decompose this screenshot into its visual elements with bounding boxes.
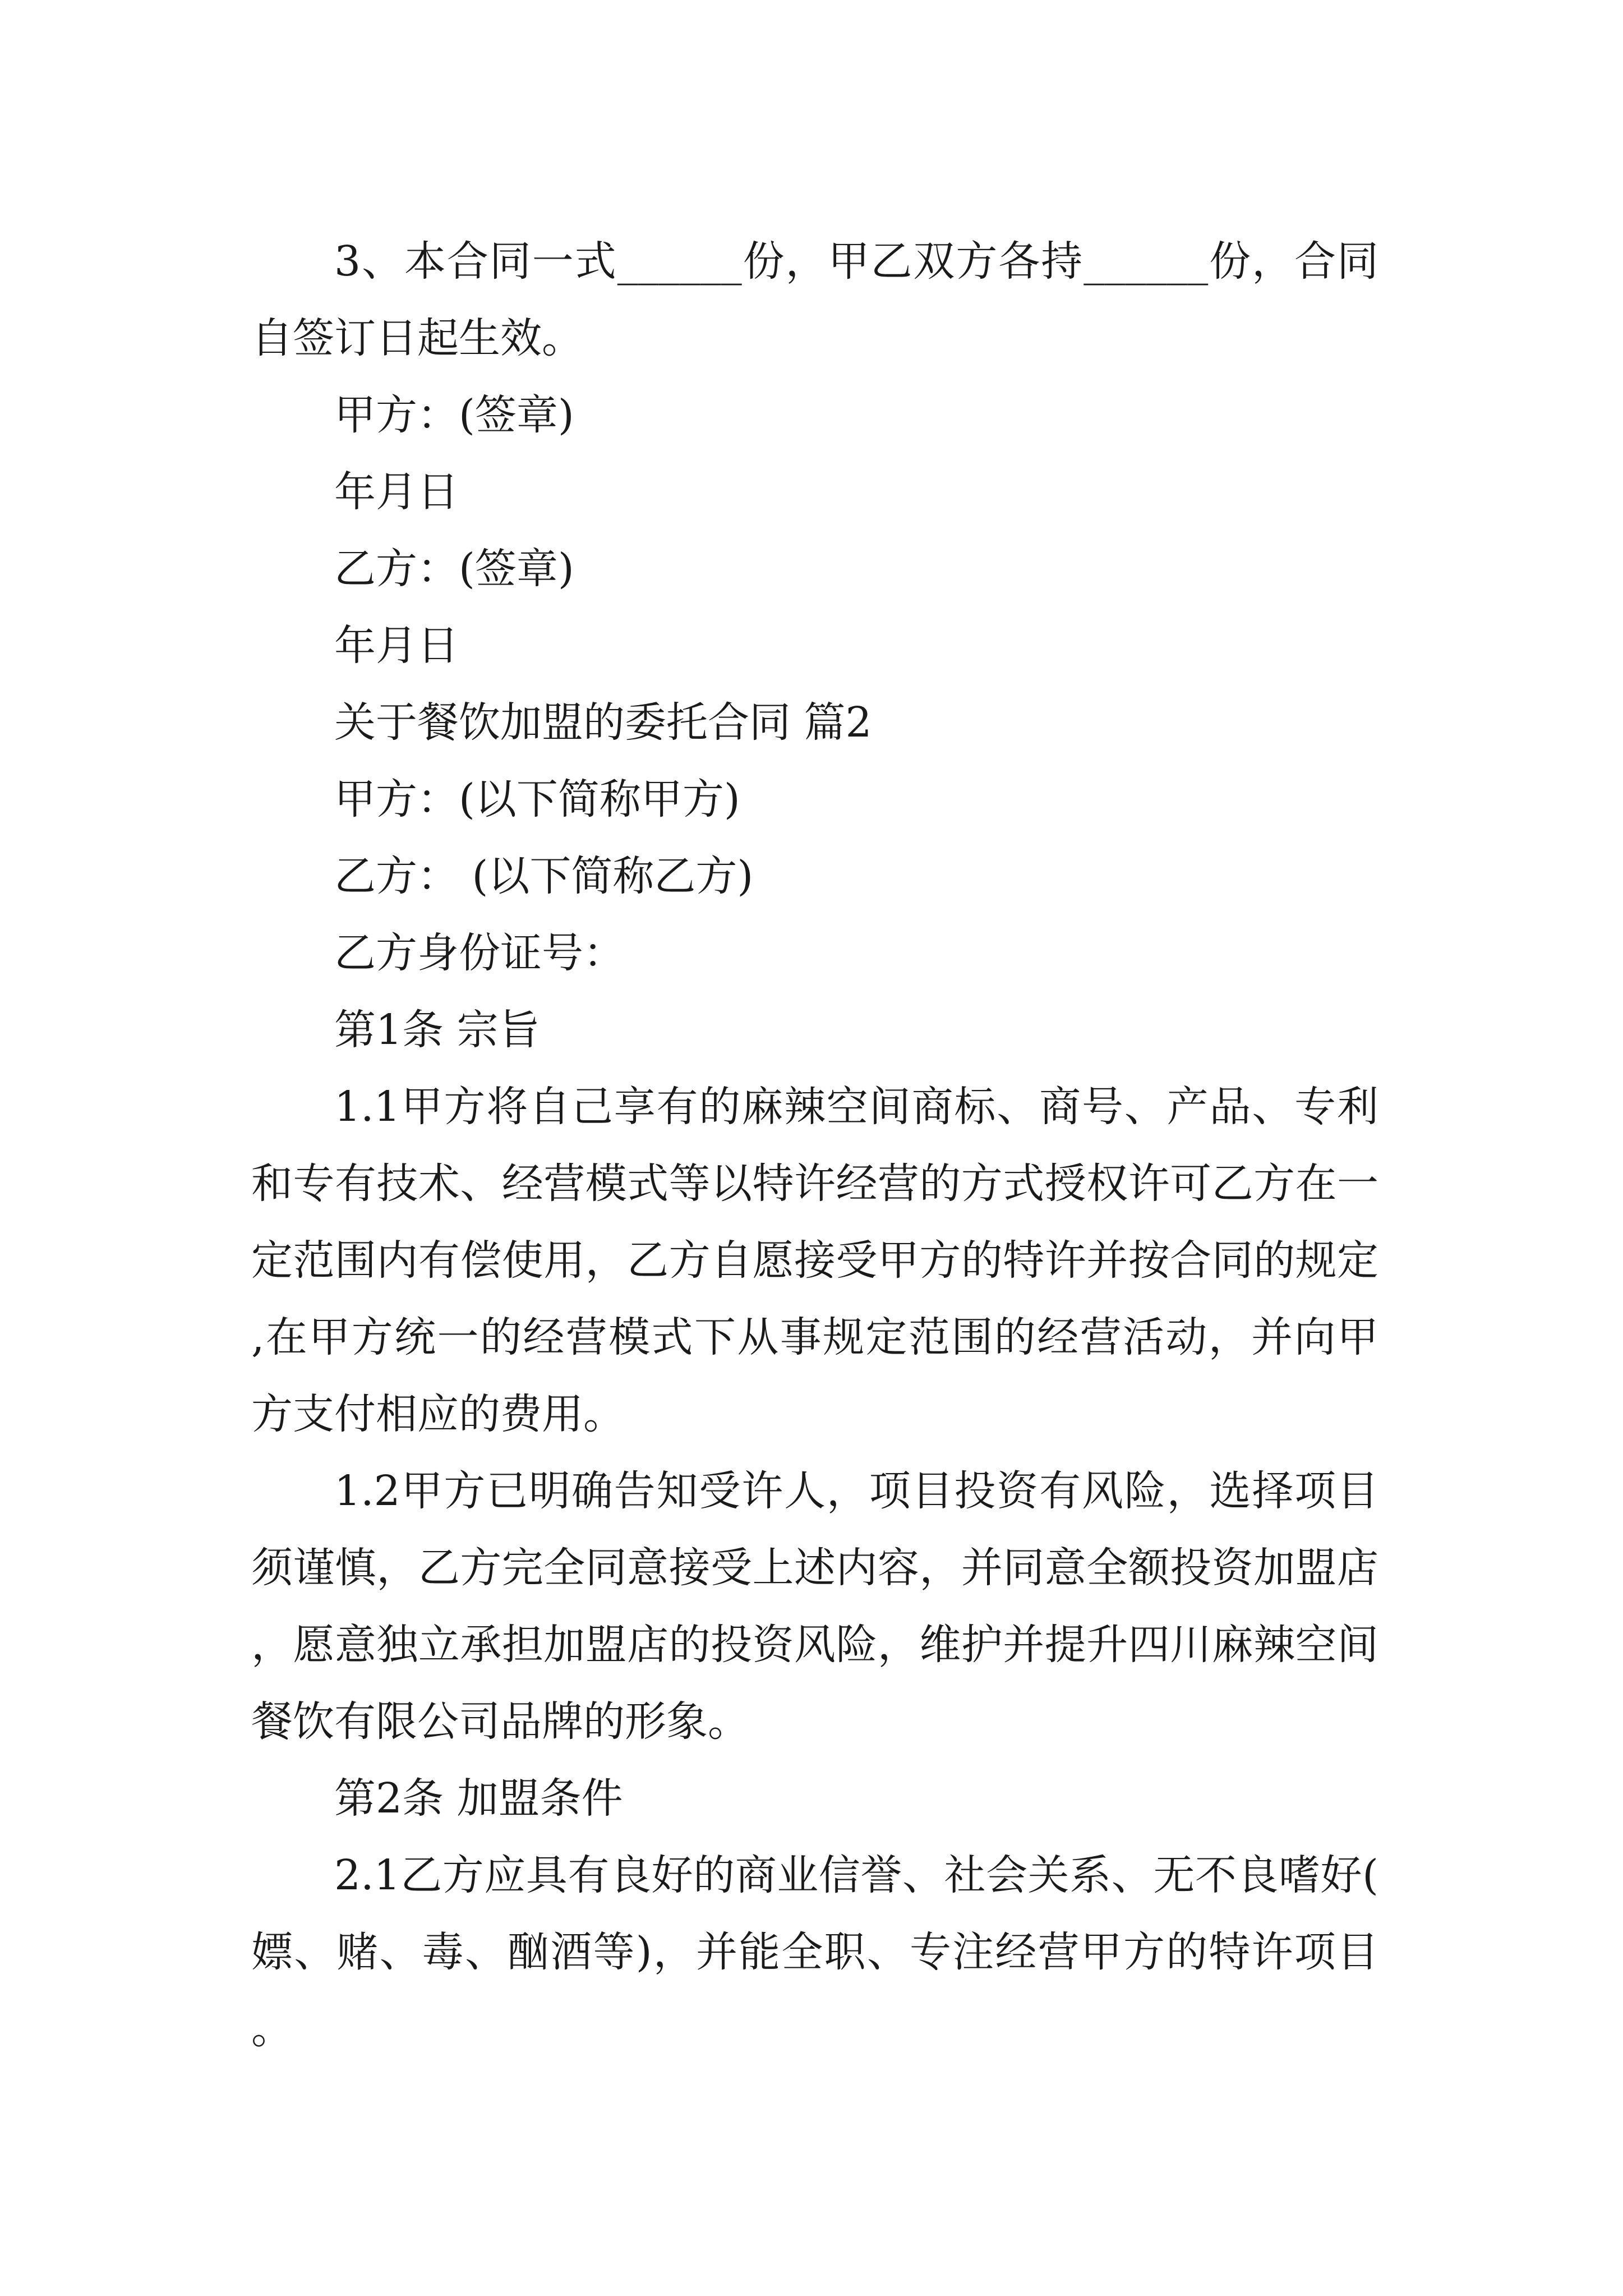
party-a-date-line: 年月日 (334, 468, 459, 516)
party-a-signature-line: 甲方：(签章) (334, 391, 574, 439)
clause-2-1-paragraph: 2.1乙方应具有良好的商业信誉、社会关系、无不良嗜好(嫖、赌、毒、酗酒等)，并能全职、专注经营甲方的特许项目。 (251, 1851, 1378, 2053)
document-body (251, 223, 1378, 2068)
party-a-line: 甲方：(以下简称甲方) (334, 775, 740, 823)
contract-section-heading: 关于餐饮加盟的委托合同 篇2 (334, 698, 872, 747)
clause-1-2-paragraph: 1.2甲方已明确告知受许人，项目投资有风险，选择项目须谨慎，乙方完全同意接受上述内容，并同意全额投资加盟店，愿意独立承担加盟店的投资风险，维护并提升四川麻辣空间餐饮有限公司品牌的形象。 (251, 1467, 1378, 1746)
article-1-heading: 第1条 宗旨 (334, 1006, 540, 1054)
party-b-signature-line: 乙方：(签章) (334, 545, 574, 593)
clause-copies-paragraph: 3、本合同一式______份，甲乙双方各持______份，合同自签订日起生效。 (251, 237, 1378, 362)
party-b-id-line: 乙方身份证号： (334, 929, 625, 977)
article-2-heading: 第2条 加盟条件 (334, 1774, 623, 1823)
party-b-line: 乙方： (以下简称乙方) (334, 852, 754, 900)
party-b-date-line: 年月日 (334, 622, 459, 670)
clause-1-1-paragraph: 1.1甲方将自己享有的麻辣空间商标、商号、产品、专利和专有技术、经营模式等以特许经营的方式授权许可乙方在一定范围内有偿使用，乙方自愿接受甲方的特许并按合同的规定,在甲方统一的经营模式下从事规定范围的经营活动，并向甲方支付相应的费用。 (251, 1083, 1378, 1438)
